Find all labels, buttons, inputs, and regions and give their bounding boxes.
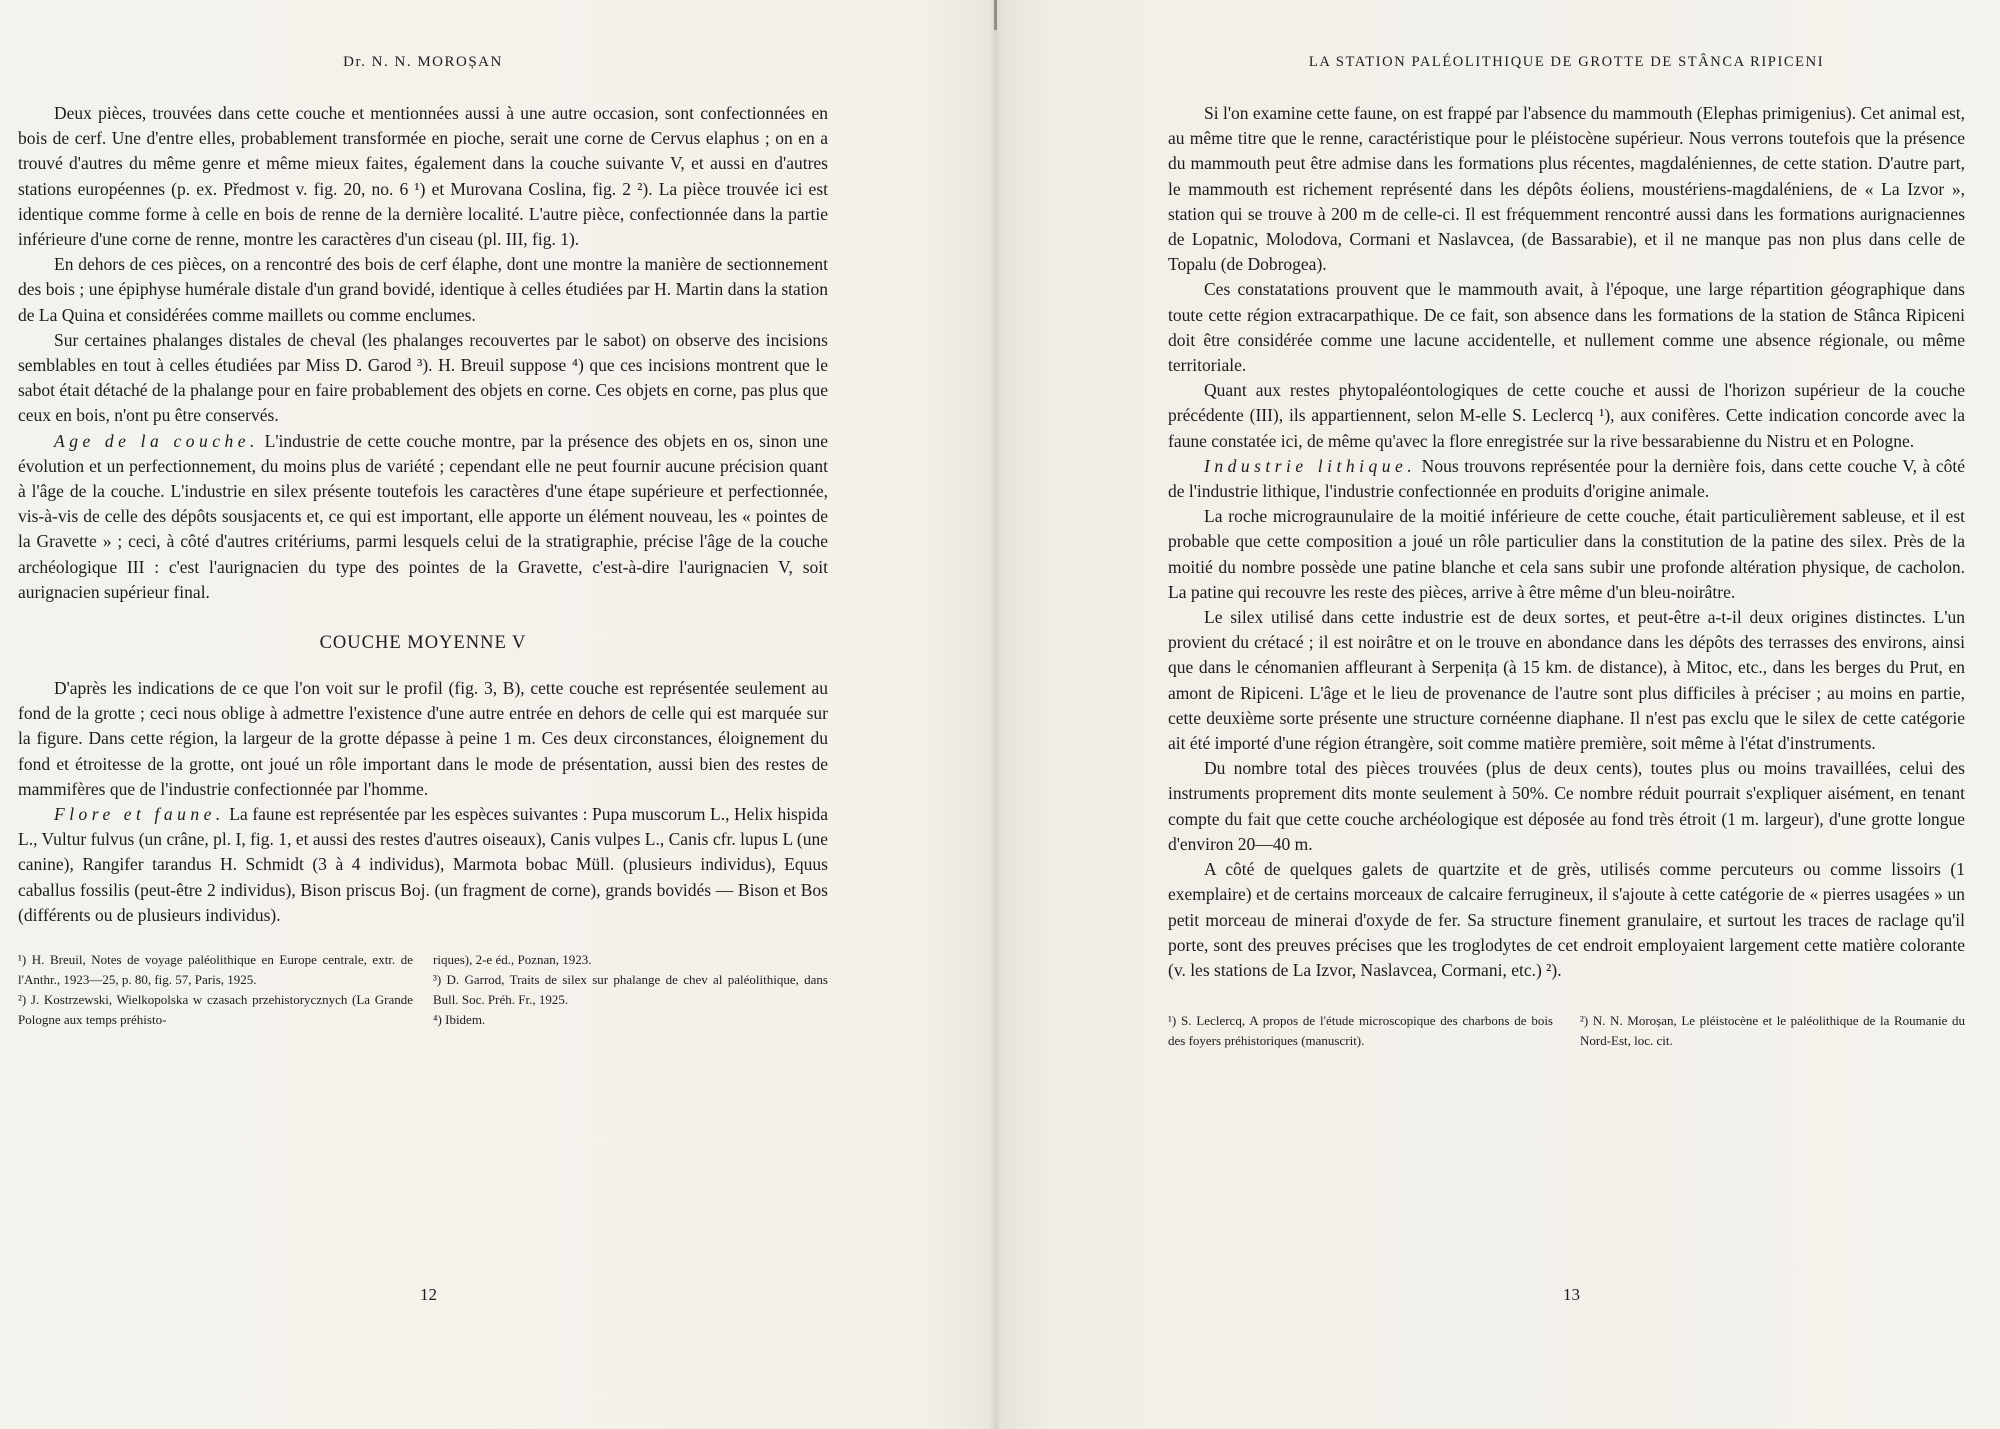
right-text-column bbox=[1168, 54, 1965, 983]
left-footnotes-col-1 bbox=[18, 950, 413, 1030]
right-paragraph-2: Ces constatations prouvent que le mammouth avait, à l'époque, une large répartition géographique dans toute cette région extracarpathique. De ce fait, son absence dans les formations de la station de Stânca Ripiceni doit être considérée comme une lacune accidentelle, et nullement comme une absence régionale, ou même territoriale. bbox=[1168, 279, 1965, 376]
left-footnotes-col-2 bbox=[433, 950, 828, 1030]
left-paragraph-3: Sur certaines phalanges distales de cheval (les phalanges recouvertes par le sabot) on observe des incisions semblables en tout à celles étudiées par Miss D. Garod ³). H. Breuil suppose ⁴) que ces incisions montrent que le sabot était détaché de la phalange pour en faire probablement des objets en corne. Ces objets en corne, pas plus que ceux en bois, n'ont pu être conservés. bbox=[18, 329, 828, 426]
section-heading: COUCHE MOYENNE V bbox=[319, 633, 527, 654]
right-page bbox=[995, 0, 2000, 1429]
age-text: L'industrie de cette couche montre, par la présence des objets en os, sinon une évolution et un perfectionnement, du moins plus de variété ; cependant elle ne peut fournir aucune précision quant à l'âge de la couche. L'industrie en silex présente toutefois les caractères d'une étape supérieure et perfectionnée, vis-à-vis de celle des dépôts sousjacents et, ce qui est important, elle apporte un élément nouveau, les « pointes de la Gravette » ; ceci, à côté d'autres critériums, parmi lesquels celui de la stratigraphie, précise l'âge de la couche archéologique III : c'est l'aurignacien du type des pointes de la Gravette, c'est-à-dire l'aurignacien V, soit aurignacien supérieur final. bbox=[18, 430, 829, 602]
left-paragraph-2: En dehors de ces pièces, on a rencontré des bois de cerf élaphe, dont une montre la manière de sectionnement des bois ; une épiphyse humérale distale d'un grand bovidé, identique à celles étudiées par H. Martin dans la station de La Quina et considérées comme maillets ou comme enclumes. bbox=[18, 254, 828, 325]
age-label: Age de la couche. bbox=[54, 430, 259, 451]
left-page-number: 12 bbox=[420, 1285, 437, 1304]
right-paragraph-7: A côté de quelques galets de quartzite et de grès, utilisés comme percuteurs ou comme lissoirs (1 exemplaire) et de certains morceaux de calcaire ferrugineux, il s'ajoute à cette catégorie de « pierres usagées » un petit morceau de minerai d'oxyde de fer. Sa structure finement granulaire, et surtout les traces de raclage qu'il porte, sont des preuves précises que les troglodytes de cet endroit employaient largement cette matière colorante (v. les stations de La Izvor, Naslavcea, Cormani, etc.) ²). bbox=[1168, 859, 1965, 980]
footnote: riques), 2-e éd., Poznan, 1923. bbox=[433, 952, 592, 968]
book-gutter bbox=[989, 0, 1001, 1429]
footnote: ²) N. N. Moroșan, Le pléistocène et le paléolithique de la Roumanie du Nord-Est, loc. cit. bbox=[1580, 1013, 1965, 1049]
right-paragraph-industrie bbox=[1168, 454, 1965, 504]
left-paragraph-flore bbox=[18, 802, 828, 928]
left-paragraph-age bbox=[18, 429, 828, 605]
left-footnotes bbox=[18, 950, 828, 1030]
right-footnotes-col-1 bbox=[1168, 1011, 1553, 1051]
flore-label: Flore et faune. bbox=[54, 804, 225, 825]
flore-text: La faune est représentée par les espèces suivantes : Pupa muscorum L., Helix hispida L., Vultur fulvus (un crâne, pl. I, fig. 1, et aussi des restes d'autres oiseaux), Canis vulpes L., Canis cfr. lupus L (une canine), Rangifer tarandus H. Schmidt (3 à 4 individus), Marmota bobac Müll. (plusieurs individus), Equus caballus fossilis (peut-être 2 individus), Bison priscus Boj. (un fragment de corne), grands bovidés — Bison et Bos (différents ou de plusieurs individus). bbox=[18, 804, 829, 925]
right-running-header: LA STATION PALÉOLITHIQUE DE GROTTE DE STÂNCA RIPICENI bbox=[1308, 54, 1825, 70]
industrie-text: Nous trouvons représentée pour la dernière fois, dans cette couche V, à côté de l'industrie lithique, l'industrie confectionnée en produits d'origine animale. bbox=[1168, 455, 1966, 502]
left-paragraph-section: D'après les indications de ce que l'on voit sur le profil (fig. 3, B), cette couche est représentée seulement au fond de la grotte ; ceci nous oblige à admettre l'existence d'une autre entrée en dehors de celle qui est marquée sur la figure. Dans cette région, la largeur de la grotte dépasse à peine 1 m. Ces deux circonstances, éloignement du fond et étroitesse de la grotte, ont joué un rôle important dans le mode de présentation, aussi bien des restes de mammifères que de l'industrie confectionnée par l'homme. bbox=[18, 678, 828, 799]
right-footnotes-col-2 bbox=[1580, 1011, 1965, 1051]
footnote: ¹) S. Leclercq, A propos de l'étude microscopique des charbons de bois des foyers préhistoriques (manuscrit). bbox=[1168, 1013, 1553, 1049]
footnote: ²) J. Kostrzewski, Wielkopolska w czasach przehistorycznych (La Grande Pologne aux temps préhisto- bbox=[18, 992, 413, 1028]
left-running-header: Dr. N. N. MOROȘAN bbox=[343, 54, 503, 70]
footnote: ¹) H. Breuil, Notes de voyage paléolithique en Europe centrale, extr. de l'Anthr., 1923—25, p. 80, fig. 57, Paris, 1925. bbox=[18, 952, 413, 988]
right-footnotes bbox=[1168, 1011, 1965, 1051]
right-paragraph-1: Si l'on examine cette faune, on est frappé par l'absence du mammouth (Elephas primigenius). Cet animal est, au même titre que le renne, caractéristique pour le pléistocène supérieur. Nous verrons toutefois que la présence du mammouth peut être admise dans les formations plus récentes, magdaléniennes, de cette station. D'autre part, le mammouth est richement représenté dans les dépôts éoliens, moustériens-magdaléniens, de « La Izvor », station qui se trouve à 200 m de celle-ci. Il est fréquemment rencontré aussi dans les formations aurignaciennes de Lopatnic, Molodova, Cormani et Naslavcea, (de Bassarabie), et il ne manque pas non plus dans celle de Topalu (de Dobrogea). bbox=[1168, 103, 1966, 275]
right-paragraph-6: Du nombre total des pièces trouvées (plus de deux cents), toutes plus ou moins travaillées, celui des instruments proprement dits monte seulement à 50%. Ce nombre réduit pourrait s'expliquer aisément, en tenant compte du fait que cette couche archéologique est déposée au fond très étroit (1 m. largeur), d'une grotte longue d'environ 20—40 m. bbox=[1168, 758, 1965, 854]
left-paragraph-1: Deux pièces, trouvées dans cette couche et mentionnées aussi à une autre occasion, sont confectionnées en bois de cerf. Une d'entre elles, probablement transformée en pioche, serait une corne de Cervus elaphus ; on en a trouvé d'autres du même genre et même mieux faites, également dans la couche suivante V, et aussi en d'autres stations européennes (p. ex. Předmost v. fig. 20, no. 6 ¹) et Murovana Coslina, fig. 2 ²). La pièce trouvée ici est identique comme forme à celle en bois de renne de la dernière localité. L'autre pièce, confectionnée dans la partie inférieure d'une corne de renne, montre les caractères d'un ciseau (pl. III, fig. 1). bbox=[18, 103, 828, 250]
right-paragraph-5: Le silex utilisé dans cette industrie est de deux sortes, et peut-être a-t-il deux origines distinctes. L'un provient du crétacé ; il est noirâtre et on le trouve en abondance dans les dépôts des terrasses des environs, ainsi que dans le cénomanien affleurant à Serpenița (à 15 km. de distance), à Mitoc, etc., dans les berges du Prut, en amont de Ripiceni. L'âge et le lieu de provenance de l'autre sont plus difficiles à préciser ; au moins en partie, cette deuxième sorte présente une structure cornéenne diaphane. Il n'est pas exclu que le silex de cette catégorie ait été importé d'une région étrangère, soit comme matière première, soit même à l'état d'instruments. bbox=[1168, 607, 1965, 754]
left-text-column bbox=[18, 54, 828, 928]
right-paragraph-3: Quant aux restes phytopaléontologiques de cette couche et aussi de l'horizon supérieur de la couche précédente (III), ils appartiennent, selon M-elle S. Leclercq ¹), aux conifères. Cette indication concorde avec la faune constatée ici, de même qu'avec la flore enregistrée sur la rive bessarabienne du Nistru et en Pologne. bbox=[1168, 380, 1965, 451]
right-paragraph-4: La roche micrograunulaire de la moitié inférieure de cette couche, était particulièrement sableuse, et il est probable que cette composition a joué un rôle particulier dans la constitution de la patine des silex. Près de la moitié du nombre possède une patine blanche et cela sans subir une profonde altération physique, de cacholon. La patine qui recouvre les reste des pièces, arrive à être même d'un bleu-noirâtre. bbox=[1168, 506, 1965, 602]
left-page bbox=[0, 0, 995, 1429]
industrie-label: Industrie lithique. bbox=[1204, 455, 1417, 476]
footnote: ⁴) Ibidem. bbox=[433, 1012, 486, 1028]
binding-mark bbox=[994, 0, 997, 30]
footnote: ³) D. Garrod, Traits de silex sur phalange de chev al paléolithique, dans Bull. Soc. Préh. Fr., 1925. bbox=[433, 972, 828, 1008]
right-page-number: 13 bbox=[1563, 1285, 1580, 1304]
